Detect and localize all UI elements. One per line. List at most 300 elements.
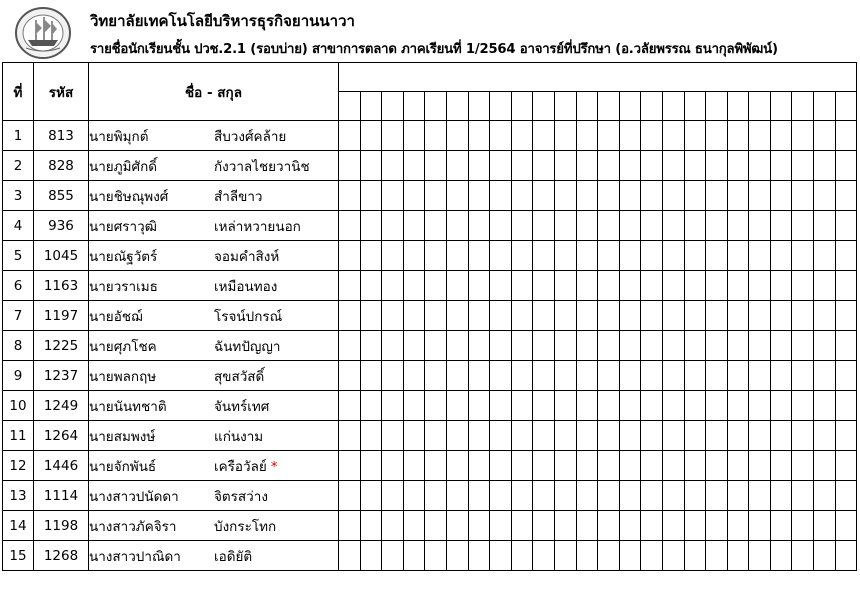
check-cell: [533, 211, 555, 241]
header-id: รหัส: [34, 63, 89, 121]
header-check-area: [339, 63, 857, 92]
table-row: [3, 181, 857, 211]
check-header-cell: [446, 92, 468, 121]
check-cell: [598, 421, 620, 451]
check-cell: [749, 211, 771, 241]
check-cell: [684, 241, 706, 271]
red-mark: *: [270, 458, 278, 475]
check-cell: [339, 211, 361, 241]
check-cell: [835, 481, 857, 511]
check-cell: [641, 451, 663, 481]
check-cell: [727, 511, 749, 541]
check-header-cell: [425, 92, 447, 121]
table-row: [3, 511, 857, 541]
check-cell: [770, 181, 792, 211]
check-cell: [662, 451, 684, 481]
check-cell: [598, 541, 620, 571]
check-cell: [446, 451, 468, 481]
check-cell: [814, 361, 836, 391]
check-cell: [684, 481, 706, 511]
check-cell: [619, 181, 641, 211]
check-cell: [382, 361, 404, 391]
check-cell: [533, 421, 555, 451]
check-cell: [403, 211, 425, 241]
student-no: 12: [3, 451, 34, 481]
check-cell: [360, 481, 382, 511]
check-cell: [684, 391, 706, 421]
table-row: [3, 241, 857, 271]
check-cell: [814, 211, 836, 241]
student-last-name: สำลีขาว: [214, 188, 263, 205]
check-cell: [490, 301, 512, 331]
check-cell: [360, 241, 382, 271]
check-header-cell: [814, 92, 836, 121]
check-cell: [770, 211, 792, 241]
check-cell: [490, 511, 512, 541]
check-cell: [382, 511, 404, 541]
check-cell: [749, 271, 771, 301]
student-last-name: จอมคำสิงห์: [214, 248, 280, 265]
check-cell: [403, 241, 425, 271]
check-cell: [684, 331, 706, 361]
check-cell: [403, 301, 425, 331]
student-first-name: นางสาวปนัดดา: [89, 488, 179, 505]
check-cell: [576, 211, 598, 241]
student-last-name: โรจน์ปกรณ์: [214, 308, 283, 325]
check-cell: [835, 271, 857, 301]
check-cell: [554, 391, 576, 421]
header-name: ชื่อ - สกุล: [89, 63, 339, 121]
table-row: [3, 271, 857, 301]
check-cell: [576, 451, 598, 481]
check-cell: [792, 511, 814, 541]
table-row: [3, 451, 857, 481]
check-cell: [641, 211, 663, 241]
check-cell: [770, 271, 792, 301]
check-cell: [554, 181, 576, 211]
check-cell: [446, 391, 468, 421]
check-cell: [706, 421, 728, 451]
student-last-name: แก่นงาม: [214, 428, 264, 445]
check-cell: [576, 421, 598, 451]
check-header-cell: [641, 92, 663, 121]
check-header-cell: [511, 92, 533, 121]
student-first-name: นายชิษณุพงศ์: [89, 188, 169, 205]
check-cell: [770, 481, 792, 511]
table-row: [3, 301, 857, 331]
check-cell: [382, 271, 404, 301]
check-cell: [684, 151, 706, 181]
check-header-cell: [835, 92, 857, 121]
check-cell: [511, 361, 533, 391]
check-cell: [511, 301, 533, 331]
check-cell: [835, 241, 857, 271]
student-first-name: นายพิมุกต์: [89, 128, 149, 145]
check-cell: [749, 151, 771, 181]
check-cell: [511, 421, 533, 451]
check-cell: [446, 181, 468, 211]
check-cell: [792, 181, 814, 211]
check-cell: [403, 121, 425, 151]
check-cell: [706, 151, 728, 181]
check-cell: [425, 211, 447, 241]
check-cell: [619, 271, 641, 301]
check-cell: [598, 331, 620, 361]
check-cell: [554, 481, 576, 511]
check-cell: [598, 211, 620, 241]
check-cell: [662, 211, 684, 241]
check-cell: [662, 241, 684, 271]
check-cell: [641, 511, 663, 541]
check-cell: [425, 481, 447, 511]
check-cell: [684, 421, 706, 451]
student-roster-table: [2, 62, 857, 571]
student-id: 936: [34, 211, 89, 241]
check-cell: [770, 451, 792, 481]
check-cell: [641, 541, 663, 571]
check-cell: [619, 151, 641, 181]
student-first-name: นายสมพงษ์: [89, 428, 156, 445]
student-no: 7: [3, 301, 34, 331]
check-cell: [835, 181, 857, 211]
check-cell: [727, 271, 749, 301]
check-cell: [641, 301, 663, 331]
student-name: [89, 271, 339, 301]
student-no: 13: [3, 481, 34, 511]
check-cell: [403, 421, 425, 451]
check-header-cell: [468, 92, 490, 121]
student-id: 1264: [34, 421, 89, 451]
student-first-name: นางสาวปาณิดา: [89, 548, 181, 565]
check-cell: [641, 181, 663, 211]
check-cell: [511, 151, 533, 181]
check-cell: [446, 541, 468, 571]
student-id: 1163: [34, 271, 89, 301]
check-cell: [490, 421, 512, 451]
student-no: 1: [3, 121, 34, 151]
table-row: [3, 361, 857, 391]
check-cell: [770, 361, 792, 391]
student-id: 1237: [34, 361, 89, 391]
check-cell: [360, 391, 382, 421]
check-cell: [339, 301, 361, 331]
student-no: 4: [3, 211, 34, 241]
check-cell: [619, 451, 641, 481]
check-cell: [446, 361, 468, 391]
check-cell: [511, 121, 533, 151]
check-cell: [403, 391, 425, 421]
check-cell: [727, 331, 749, 361]
check-cell: [770, 511, 792, 541]
student-id: 1446: [34, 451, 89, 481]
check-cell: [554, 511, 576, 541]
check-cell: [446, 151, 468, 181]
student-first-name: นางสาวภัคจิรา: [89, 518, 177, 535]
check-cell: [576, 511, 598, 541]
check-cell: [490, 121, 512, 151]
check-cell: [511, 181, 533, 211]
check-cell: [619, 391, 641, 421]
page-subtitle: รายชื่อนักเรียนชั้น ปวช.2.1 (รอบบ่าย) สาขาการตลาด ภาคเรียนที่ 1/2564 อาจารย์ที่ปรึกษา (อ.วลัยพรรณ ธนากุลพิพัฒน์): [90, 42, 778, 57]
check-cell: [619, 121, 641, 151]
student-name: [89, 181, 339, 211]
check-cell: [727, 151, 749, 181]
check-cell: [490, 241, 512, 271]
check-cell: [598, 361, 620, 391]
check-cell: [576, 121, 598, 151]
check-cell: [706, 331, 728, 361]
check-cell: [403, 451, 425, 481]
check-cell: [684, 451, 706, 481]
check-cell: [727, 391, 749, 421]
check-cell: [576, 391, 598, 421]
check-cell: [770, 241, 792, 271]
check-cell: [706, 511, 728, 541]
student-no: 5: [3, 241, 34, 271]
check-cell: [619, 331, 641, 361]
check-cell: [554, 361, 576, 391]
check-cell: [554, 121, 576, 151]
check-header-cell: [533, 92, 555, 121]
check-cell: [598, 121, 620, 151]
check-cell: [835, 421, 857, 451]
check-cell: [770, 391, 792, 421]
check-cell: [619, 241, 641, 271]
check-cell: [749, 421, 771, 451]
check-cell: [706, 361, 728, 391]
check-cell: [468, 211, 490, 241]
check-cell: [339, 331, 361, 361]
check-cell: [382, 451, 404, 481]
check-cell: [382, 211, 404, 241]
check-cell: [749, 301, 771, 331]
check-cell: [706, 241, 728, 271]
check-cell: [382, 181, 404, 211]
check-cell: [706, 211, 728, 241]
check-cell: [425, 271, 447, 301]
check-cell: [576, 271, 598, 301]
check-cell: [339, 121, 361, 151]
check-cell: [360, 421, 382, 451]
student-name: [89, 301, 339, 331]
check-cell: [446, 511, 468, 541]
check-cell: [835, 391, 857, 421]
check-cell: [684, 271, 706, 301]
check-cell: [641, 271, 663, 301]
check-header-cell: [662, 92, 684, 121]
check-cell: [641, 361, 663, 391]
check-cell: [425, 541, 447, 571]
check-cell: [835, 151, 857, 181]
check-cell: [339, 421, 361, 451]
check-cell: [446, 241, 468, 271]
check-cell: [425, 151, 447, 181]
check-cell: [468, 331, 490, 361]
check-cell: [360, 331, 382, 361]
check-cell: [706, 121, 728, 151]
check-cell: [339, 361, 361, 391]
check-cell: [662, 391, 684, 421]
student-id: 855: [34, 181, 89, 211]
check-cell: [598, 481, 620, 511]
check-cell: [706, 541, 728, 571]
check-cell: [662, 421, 684, 451]
check-cell: [425, 331, 447, 361]
check-cell: [598, 271, 620, 301]
check-cell: [533, 301, 555, 331]
check-cell: [792, 331, 814, 361]
check-cell: [425, 181, 447, 211]
student-id: 813: [34, 121, 89, 151]
check-cell: [382, 421, 404, 451]
check-cell: [814, 271, 836, 301]
table-row: [3, 151, 857, 181]
table-row: [3, 481, 857, 511]
check-cell: [339, 541, 361, 571]
check-cell: [468, 451, 490, 481]
check-cell: [554, 331, 576, 361]
check-cell: [619, 211, 641, 241]
check-cell: [425, 421, 447, 451]
check-cell: [511, 511, 533, 541]
check-cell: [662, 151, 684, 181]
check-cell: [490, 211, 512, 241]
check-cell: [533, 541, 555, 571]
check-cell: [576, 301, 598, 331]
check-cell: [749, 391, 771, 421]
check-cell: [554, 151, 576, 181]
check-cell: [792, 541, 814, 571]
check-cell: [339, 271, 361, 301]
check-cell: [619, 511, 641, 541]
student-first-name: นายนันทชาติ: [89, 398, 167, 415]
table-row: [3, 391, 857, 421]
check-cell: [339, 151, 361, 181]
check-cell: [360, 211, 382, 241]
check-cell: [360, 271, 382, 301]
check-cell: [662, 271, 684, 301]
check-cell: [814, 541, 836, 571]
check-header-cell: [339, 92, 361, 121]
check-cell: [403, 481, 425, 511]
check-cell: [814, 181, 836, 211]
check-cell: [360, 451, 382, 481]
student-id: 1045: [34, 241, 89, 271]
check-cell: [684, 211, 706, 241]
student-id: 1268: [34, 541, 89, 571]
check-cell: [446, 481, 468, 511]
check-cell: [468, 121, 490, 151]
student-name: [89, 511, 339, 541]
check-cell: [511, 451, 533, 481]
check-cell: [554, 211, 576, 241]
check-header-cell: [382, 92, 404, 121]
check-cell: [792, 121, 814, 151]
check-cell: [533, 481, 555, 511]
student-name: [89, 451, 339, 481]
check-cell: [770, 541, 792, 571]
table-row: [3, 541, 857, 571]
student-last-name: สุขสวัสดิ์: [214, 368, 265, 385]
check-cell: [706, 451, 728, 481]
student-first-name: นายภูมิศักดิ์: [89, 158, 158, 175]
check-cell: [770, 151, 792, 181]
check-cell: [403, 151, 425, 181]
check-cell: [468, 391, 490, 421]
check-header-cell: [706, 92, 728, 121]
check-cell: [533, 511, 555, 541]
college-emblem-ship-logo: [14, 6, 72, 60]
check-cell: [576, 481, 598, 511]
student-first-name: นายณัฐวัตร์: [89, 248, 158, 265]
check-cell: [706, 301, 728, 331]
check-cell: [727, 211, 749, 241]
check-cell: [598, 151, 620, 181]
check-cell: [468, 271, 490, 301]
check-cell: [749, 541, 771, 571]
check-cell: [403, 181, 425, 211]
check-cell: [684, 301, 706, 331]
check-cell: [468, 301, 490, 331]
student-name: [89, 211, 339, 241]
student-last-name: เหล่าหวายนอก: [214, 218, 301, 235]
check-cell: [792, 451, 814, 481]
student-name: [89, 541, 339, 571]
check-cell: [490, 361, 512, 391]
check-cell: [814, 121, 836, 151]
check-cell: [770, 331, 792, 361]
student-no: 10: [3, 391, 34, 421]
check-cell: [533, 241, 555, 271]
check-cell: [598, 391, 620, 421]
check-cell: [814, 331, 836, 361]
check-cell: [814, 241, 836, 271]
check-cell: [598, 451, 620, 481]
check-cell: [727, 541, 749, 571]
check-cell: [339, 511, 361, 541]
check-cell: [533, 121, 555, 151]
check-cell: [533, 151, 555, 181]
check-cell: [511, 481, 533, 511]
check-cell: [706, 181, 728, 211]
student-first-name: นายจักพันธ์: [89, 458, 157, 475]
student-first-name: นายวราเมธ: [89, 278, 158, 295]
check-cell: [446, 271, 468, 301]
student-name: [89, 391, 339, 421]
check-cell: [425, 361, 447, 391]
check-cell: [814, 391, 836, 421]
check-header-cell: [576, 92, 598, 121]
check-cell: [533, 451, 555, 481]
check-cell: [576, 331, 598, 361]
check-cell: [727, 451, 749, 481]
check-cell: [339, 241, 361, 271]
check-cell: [425, 511, 447, 541]
check-cell: [490, 271, 512, 301]
check-cell: [598, 241, 620, 271]
check-cell: [360, 151, 382, 181]
check-cell: [835, 541, 857, 571]
check-cell: [576, 151, 598, 181]
check-cell: [446, 211, 468, 241]
check-cell: [706, 481, 728, 511]
check-header-cell: [619, 92, 641, 121]
check-cell: [814, 151, 836, 181]
check-cell: [490, 451, 512, 481]
check-cell: [835, 511, 857, 541]
student-first-name: นายศุภโชค: [89, 338, 157, 355]
check-cell: [533, 331, 555, 361]
